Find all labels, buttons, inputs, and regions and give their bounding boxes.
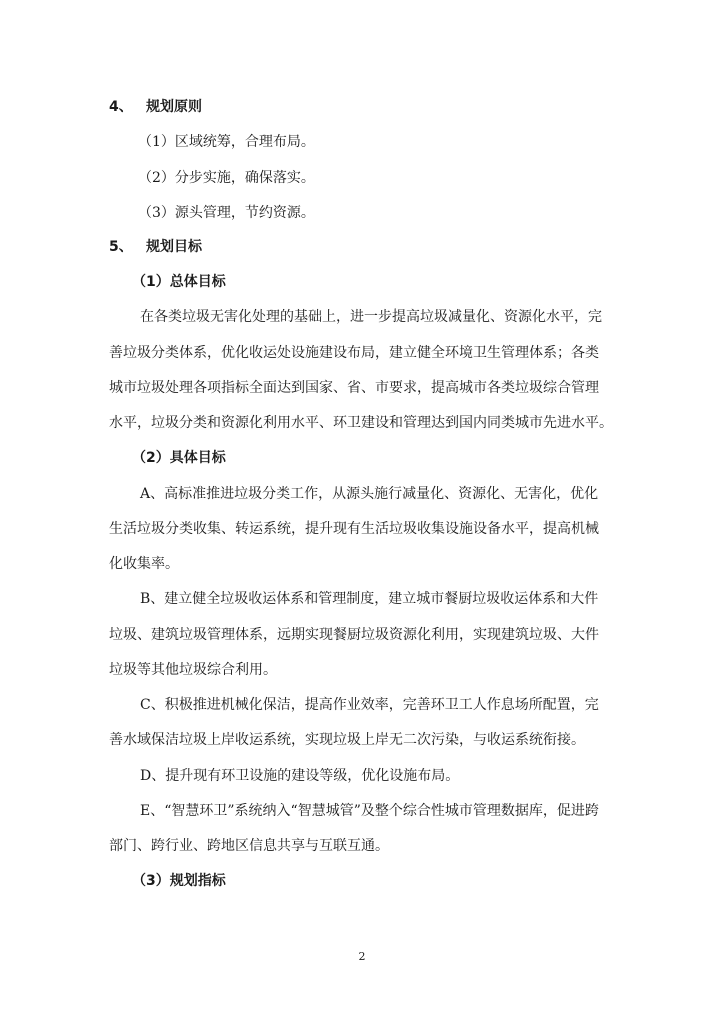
section-5-number: 5、 xyxy=(109,239,133,255)
specific-goal-d-line: D、提升现有环卫设施的建设等级，优化设施布局。 xyxy=(140,768,460,784)
principle-item: （2）分步实施，确保落实。 xyxy=(138,170,315,186)
section-4-number: 4、 xyxy=(109,99,133,115)
specific-goal-c-line: 善水域保洁垃圾上岸收运系统，实现垃圾上岸无二次污染，与收运系统衔接。 xyxy=(109,732,585,748)
overall-goals-heading: （1）总体目标 xyxy=(132,274,226,290)
principle-item: （1）区域统筹，合理布局。 xyxy=(138,134,315,150)
specific-goal-b-line: B、建立健全垃圾收运体系和管理制度，建立城市餐厨垃圾收运体系和大件 xyxy=(140,591,599,607)
overall-goals-line: 城市垃圾处理各项指标全面达到国家、省、市要求，提高城市各类垃圾综合管理 xyxy=(109,380,599,396)
specific-goal-b-line: 垃圾、建筑垃圾管理体系，远期实现餐厨垃圾资源化利用，实现建筑垃圾、大件 xyxy=(109,627,599,643)
specific-goal-a-line: A、高标准推进垃圾分类工作，从源头施行减量化、资源化、无害化，优化 xyxy=(140,486,599,502)
page-number: 2 xyxy=(358,950,366,963)
specific-goals-heading: （2）具体目标 xyxy=(132,450,226,466)
section-5-title: 规划目标 xyxy=(146,239,202,255)
specific-goal-a-line: 化收集率。 xyxy=(109,556,179,572)
overall-goals-line: 水平，垃圾分类和资源化利用水平、环卫建设和管理达到国内同类城市先进水平。 xyxy=(109,415,613,431)
overall-goals-line: 在各类垃圾无害化处理的基础上，进一步提高垃圾减量化、资源化水平，完 xyxy=(140,309,602,325)
specific-goal-e-line: 部门、跨行业、跨地区信息共享与互联互通。 xyxy=(109,838,389,854)
specific-goal-e-line: E、“智慧环卫”系统纳入“智慧城管”及整个综合性城市管理数据库，促进跨 xyxy=(140,803,599,819)
principle-item: （3）源头管理，节约资源。 xyxy=(138,205,315,221)
overall-goals-line: 善垃圾分类体系，优化收运处设施建设布局，建立健全环境卫生管理体系；各类 xyxy=(109,345,599,361)
specific-goal-b-line: 垃圾等其他垃圾综合利用。 xyxy=(109,662,277,678)
indicators-heading: （3）规划指标 xyxy=(132,873,226,889)
specific-goal-a-line: 生活垃圾分类收集、转运系统，提升现有生活垃圾收集设施设备水平，提高机械 xyxy=(109,521,599,537)
specific-goal-c-line: C、积极推进机械化保洁，提高作业效率，完善环卫工人作息场所配置，完 xyxy=(140,697,599,713)
section-4-title: 规划原则 xyxy=(146,99,202,115)
